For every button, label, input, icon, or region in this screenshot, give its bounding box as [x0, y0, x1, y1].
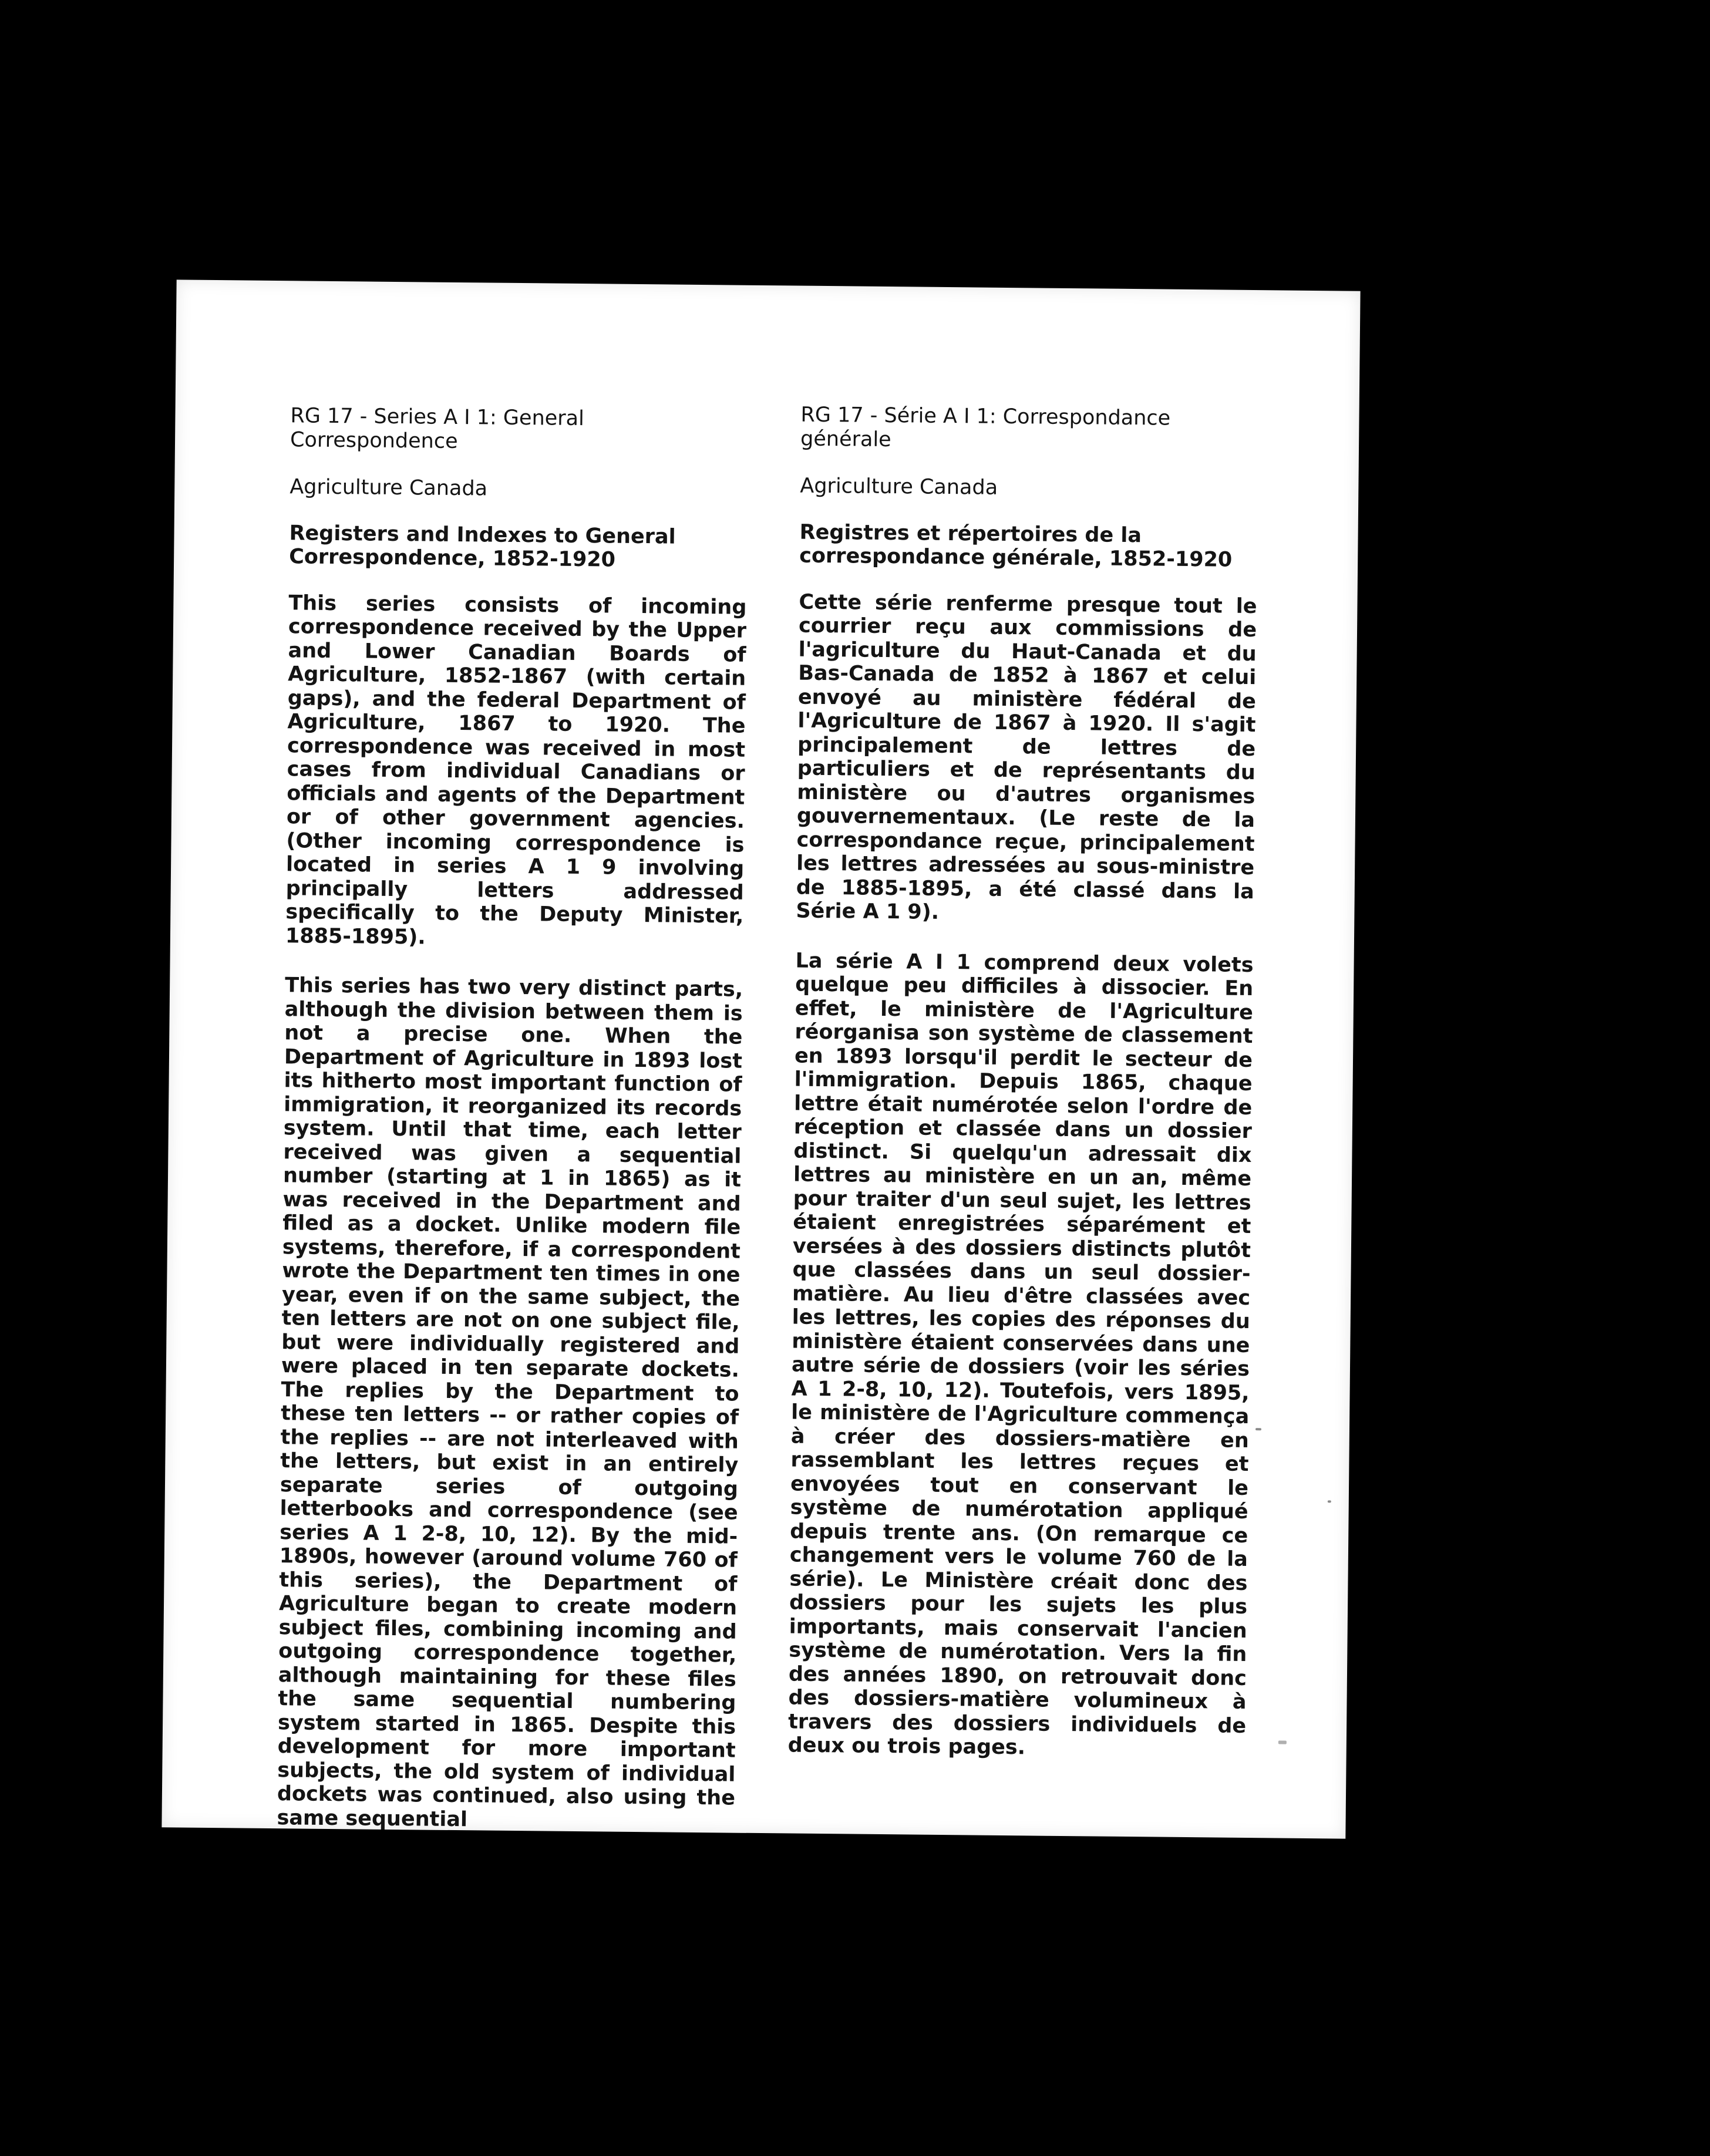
scan-speck [1255, 1428, 1261, 1430]
french-agency: Agriculture Canada [800, 474, 998, 500]
scan-speck [1328, 1500, 1331, 1503]
scan-speck [1278, 1741, 1287, 1744]
french-paragraph-1: Cette série renferme presque tout le courrier reçu aux commissions de l'agriculture du Haut-Canada et du Bas-Canada de 1852 à 1867 et celui envoyé au ministère fédéral de l'Agriculture de 1867 à 1920. Il s'agit principalement de lettres de particuliers et de représentants du ministère ou d'autres organismes gouvernementaux. (Le reste de la correspondance reçue, principalement les lettres adressées au sous-ministre de 1885-1895, a été classé dans la Série A 1 9). [796, 590, 1257, 924]
french-paragraph-2: La série A I 1 comprend deux volets quelque peu difficiles à dissocier. En effet, le ministère de l'Agriculture réorganisa son système de classement en 1893 lorsqu'il perdit le secteur de l'immigration. Depuis 1865, chaque lettre était numérotée selon l'ordre de réception et classée dans un dossier distinct. Si quelqu'un adressait dix lettres au ministère en un an, même pour traiter d'un seul sujet, les lettres étaient enregistrées séparément et versées à des dossiers distincts plutôt que classées dans un seul dossier-matière. Au lieu d'être classées avec les lettres, les copies des réponses du ministère étaient conservées dans une autre série de dossiers (voir les séries A 1 2-8, 10, 12). Toutefois, vers 1895, le ministère de l'Agriculture commença à créer des dossiers-matière en rassemblant les lettres reçues et envoyées tout en conservant le système de numérotation appliqué depuis trente ans. (On remarque ce changement vers le volume 760 de la série). Le Ministère créait donc des dossiers pour les sujets les plus importants, mais conservait l'ancien système de numérotation. Vers la fin des années 1890, on retrouvait donc des dossiers-matière volumineux à travers des dossiers individuels de deux ou trois pages. [787, 949, 1254, 1760]
english-paragraph-2: This series has two very distinct parts, although the division between them is not a precise one. When the Department of Agriculture in 1893 lost its hitherto most important function of immigration, it reorganized its records system. Until that time, each letter received was given a sequential number (starting at 1 in 1865) as it was received in the Department and filed as a docket. Unlike modern file systems, therefore, if a correspondent wrote the Department ten times in one year, even if on the same subject, the ten letters are not on one subject file, but were individually registered and were placed in ten separate dockets. The replies by the Department to these ten letters -- or rather copies of the replies -- are not interleaved with the letters, but exist in an entirely separate series of outgoing letterbooks and correspondence (see series A 1 2-8, 10, 12). By the mid-1890s, however (around volume 760 of this series), the Department of Agriculture began to create modern subject files, combining incoming and outgoing correspondence together, although maintaining for these files the same sequential numbering system started in 1865. Despite this development for more important subjects, the old system of individual dockets was continued, also using the same sequential [277, 973, 743, 1831]
english-series-title: RG 17 - Series A I 1: General Correspondence [290, 404, 585, 453]
french-subtitle: Registres et répertoires de la correspondance générale, 1852-1920 [799, 520, 1233, 572]
english-subtitle: Registers and Indexes to General Correspondence, 1852-1920 [288, 521, 676, 572]
english-paragraph-1: This series consists of incoming correspondence received by the Upper and Lower Canadian Boards of Agriculture, 1852-1867 (with certain gaps), and the federal Department of Agriculture, 1867 to 1920. The correspondence was received in most cases from individual Canadians or officials and agents of the Department or of other government agencies. (Other incoming correspondence is located in series A 1 9 involving principally letters addressed specifically to the Deputy Minister, 1885-1895). [285, 591, 747, 949]
french-series-title: RG 17 - Série A I 1: Correspondance générale [800, 403, 1171, 452]
scanned-page [161, 279, 1360, 1838]
english-column [277, 404, 748, 1834]
english-agency: Agriculture Canada [290, 475, 488, 501]
french-column [788, 403, 1259, 1762]
